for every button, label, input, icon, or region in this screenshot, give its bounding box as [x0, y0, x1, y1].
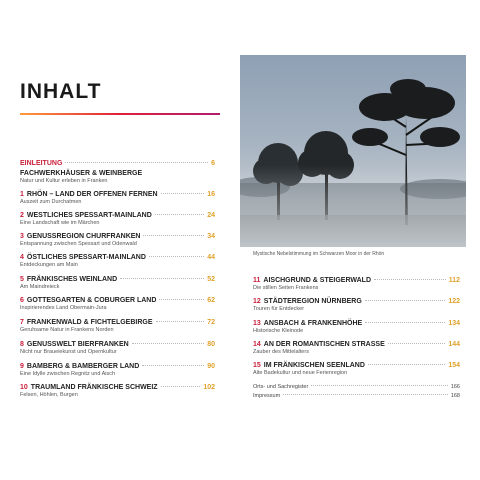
chapter-title: FRÄNKISCHES WEINLAND [26, 276, 118, 283]
toc-entry-row [20, 191, 215, 198]
chapter-subtitle: Geruhsame Natur in Frankens Norden [20, 327, 114, 333]
toc-entry-row [253, 298, 460, 305]
chapter-subtitle: Entdeckungen am Main [20, 262, 78, 268]
chapter-title: FRANKENWALD & FICHTELGEBIRGE [26, 319, 153, 326]
toc-entry-row [20, 212, 215, 219]
chapter-subtitle: Entspannung zwischen Spessart und Odenwald [20, 241, 137, 247]
toc-entry[interactable] [20, 319, 215, 333]
toc-entry-row [253, 320, 460, 327]
chapter-subtitle: Inspirierendes Land Obermain-Jura [20, 305, 107, 311]
toc-entry-row [20, 384, 215, 391]
toc-entry-row [253, 393, 460, 399]
page-number: 16 [207, 191, 215, 198]
chapter-subtitle: Touren für Entdecker [253, 306, 305, 312]
chapter-number: 14 [253, 341, 261, 348]
toc-entry[interactable] [253, 393, 460, 399]
page-number: 6 [211, 160, 215, 167]
toc-entry-row [253, 341, 460, 348]
photo-caption: Mystische Nebelstimmung im Schwarzen Moor in der Rhön [253, 251, 385, 257]
dotted-leader [283, 394, 448, 395]
dotted-leader [365, 322, 445, 323]
dotted-leader [142, 365, 204, 366]
toc-entry[interactable] [253, 320, 460, 334]
dotted-leader [365, 300, 446, 301]
toc-entry[interactable] [20, 297, 215, 311]
chapter-title: Impressum [253, 393, 281, 399]
toc-entry-row [253, 277, 460, 284]
toc-entry[interactable] [20, 341, 215, 355]
chapter-title: RHÖN – LAND DER OFFENEN FERNEN [26, 191, 158, 198]
chapter-title: AN DER ROMANTISCHEN STRASSE [263, 341, 385, 348]
page-number: 154 [448, 362, 460, 369]
chapter-title: Orts- und Sachregister [253, 384, 309, 390]
dotted-leader [149, 256, 204, 257]
dotted-leader [311, 385, 447, 386]
chapter-number: 13 [253, 320, 261, 327]
chapter-title: ANSBACH & FRANKENHÖHE [263, 320, 363, 327]
dotted-leader [155, 214, 204, 215]
page-number: 134 [448, 320, 460, 327]
toc-entry[interactable] [253, 341, 460, 355]
chapter-title: GENUSSWELT BIERFRANKEN [26, 341, 129, 348]
page-number: 80 [207, 341, 215, 348]
toc-entry[interactable] [20, 191, 215, 205]
chapter-title: IM FRÄNKISCHEN SEENLAND [263, 362, 365, 369]
page-number: 144 [448, 341, 460, 348]
dotted-leader [368, 364, 445, 365]
dotted-leader [374, 279, 446, 280]
chapter-title: AISCHGRUND & STEIGERWALD [263, 277, 372, 284]
toc-entry[interactable] [20, 363, 215, 377]
toc-entry[interactable] [20, 170, 215, 184]
dotted-leader [159, 299, 204, 300]
page-number: 34 [207, 233, 215, 240]
page-number: 52 [207, 276, 215, 283]
chapter-title: WESTLICHES SPESSART-MAINLAND [26, 212, 152, 219]
dotted-leader [65, 162, 208, 163]
chapter-subtitle: Eine Landschaft wie im Märchen [20, 220, 100, 226]
chapter-subtitle: Am Maindreieck [20, 284, 60, 290]
page-number: 166 [450, 384, 460, 390]
toc-entry-row [20, 319, 215, 326]
toc-entry[interactable] [253, 384, 460, 390]
photo-illustration [240, 55, 466, 247]
chapter-subtitle: Felsen, Höhlen, Burgen [20, 392, 78, 398]
chapter-title: TRAUMLAND FRÄNKISCHE SCHWEIZ [30, 384, 158, 391]
dotted-leader [156, 321, 205, 322]
toc-entry[interactable] [20, 233, 215, 247]
chapter-number: 4 [20, 254, 24, 261]
chapter-subtitle: Historische Kleinode [253, 328, 304, 334]
chapter-subtitle: Eine Idylle zwischen Regnitz und Aisch [20, 371, 116, 377]
chapter-number: 12 [253, 298, 261, 305]
page-number: 112 [448, 277, 460, 284]
chapter-number: 2 [20, 212, 24, 219]
toc-entry-row [253, 362, 460, 369]
toc-entry[interactable] [253, 362, 460, 376]
chapter-number: 15 [253, 362, 261, 369]
dotted-leader [143, 235, 204, 236]
page-number: 122 [448, 298, 460, 305]
page-number: 168 [450, 393, 460, 399]
dotted-leader [132, 343, 205, 344]
chapter-subtitle: Alte Badekultur und neue Ferienregion [253, 370, 348, 376]
toc-entry[interactable] [253, 298, 460, 312]
dotted-leader [388, 343, 446, 344]
chapter-number: 8 [20, 341, 24, 348]
chapter-title: GOTTESGARTEN & COBURGER LAND [26, 297, 157, 304]
fog-trees-photo [240, 55, 466, 247]
dotted-leader [161, 193, 205, 194]
toc-entry-row [20, 170, 215, 177]
chapter-number: 5 [20, 276, 24, 283]
chapter-title: STÄDTEREGION NÜRNBERG [263, 298, 362, 305]
toc-entry-row [20, 363, 215, 370]
dotted-leader [161, 386, 201, 387]
chapter-subtitle: Auszeit zum Durchatmen [20, 199, 82, 205]
page-number: 44 [207, 254, 215, 261]
chapter-number: 9 [20, 363, 24, 370]
toc-entry-row [253, 384, 460, 390]
toc-entry[interactable] [253, 277, 460, 291]
toc-entry[interactable] [20, 276, 215, 290]
chapter-number: 6 [20, 297, 24, 304]
chapter-title: GENUSSREGION CHURFRANKEN [26, 233, 141, 240]
page-number: 102 [203, 384, 215, 391]
toc-entry[interactable] [20, 254, 215, 268]
chapter-number: 11 [253, 277, 261, 284]
toc-entry-row [20, 276, 215, 283]
toc-entry[interactable] [20, 160, 215, 167]
chapter-subtitle: Die stillen Seiten Frankens [253, 285, 319, 291]
toc-entry-row [20, 297, 215, 304]
toc-entry-row [20, 233, 215, 240]
chapter-subtitle: Zauber des Mittelalters [253, 349, 309, 355]
page-number: 90 [207, 363, 215, 370]
toc-entry-row [20, 160, 215, 167]
chapter-subtitle: Nicht nur Braueiekunst und Opernkultur [20, 349, 117, 355]
chapter-title: ÖSTLICHES SPESSART-MAINLAND [26, 254, 146, 261]
chapter-title: EINLEITUNG [20, 160, 63, 167]
chapter-number: 1 [20, 191, 24, 198]
chapter-subtitle: Natur und Kultur erleben in Franken [20, 178, 108, 184]
toc-entry[interactable] [20, 384, 215, 398]
chapter-title: FACHWERKHÄUSER & WEINBERGE [20, 170, 143, 177]
dotted-leader [120, 278, 204, 279]
page-number: 24 [207, 212, 215, 219]
chapter-number: 7 [20, 319, 24, 326]
toc-entry-row [20, 254, 215, 261]
chapter-number: 10 [20, 384, 28, 391]
toc-entry[interactable] [20, 212, 215, 226]
contents-heading: INHALT [20, 80, 102, 103]
page-number: 62 [207, 297, 215, 304]
toc-entry-row [20, 341, 215, 348]
page-number: 72 [207, 319, 215, 326]
chapter-title: BAMBERG & BAMBERGER LAND [26, 363, 140, 370]
chapter-number: 3 [20, 233, 24, 240]
